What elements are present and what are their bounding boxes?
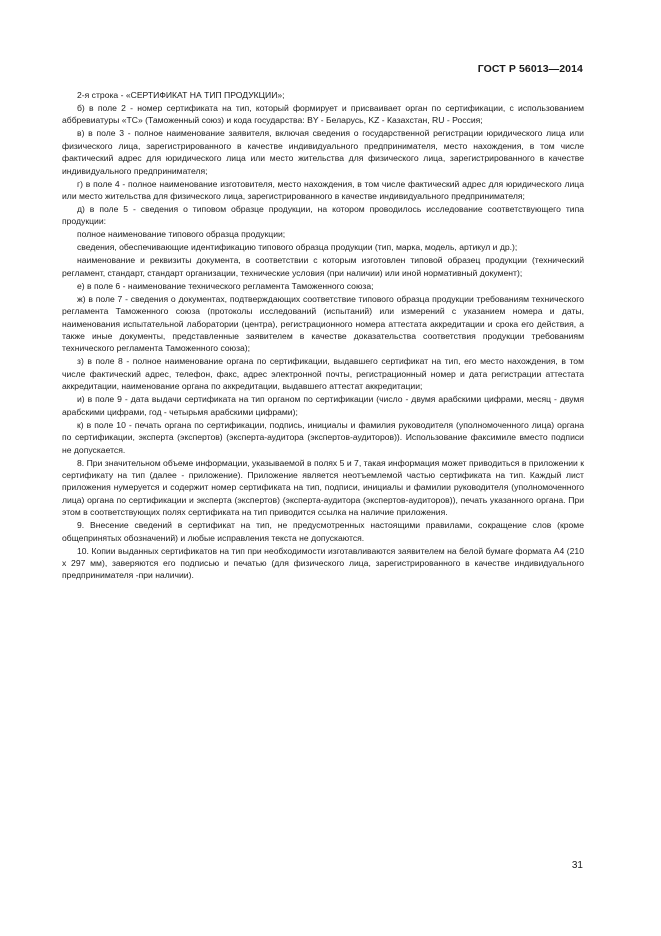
- paragraph: е) в поле 6 - наименование технического регламента Таможенного союза;: [77, 280, 374, 291]
- paragraph: д) в поле 5 - сведения о типовом образце продукции, на котором проводилось исследование соответствующего типа продукции:: [62, 204, 584, 227]
- paragraph: полное наименование типового образца продукции;: [77, 229, 286, 240]
- paragraph: в) в поле 3 - полное наименование заявителя, включая сведения о государственной регистрации юридического лица или физического лица, зарегистрированного в качестве индивидуального предпринимателя, место нахождения, в том числе фактический адрес для юридического лица или место жительства для физического лица, зарегистрированного в качестве индивидуального предпринимателя;: [62, 128, 584, 176]
- paragraph: 10. Копии выданных сертификатов на тип при необходимости изготавливаются заявителем на белой бумаге формата А4 (210 х 297 мм), заверяются его подписью и печатью (для физического лица, зарегистрированного в качестве индивидуального предпринимателя -при наличии).: [62, 545, 584, 581]
- paragraph: ж) в поле 7 - сведения о документах, подтверждающих соответствие типового образца продукции требованиям технического регламента Таможенного союза (протоколы исследований (испытаний) или измерений с указанием номера и даты, наименования испытательной лаборатории (центра), регистрационного номера аттестата аккредитации и срока его действия, а также иные документы, представленные заявителем в качестве доказательства соответствия продукции требованиям технического регламента Таможенного союза);: [62, 293, 584, 354]
- paragraph: б) в поле 2 - номер сертификата на тип, который формирует и присваивает орган по сертификации, с использованием аббревиатуры «ТС» (Таможенный союз) и кода государства: BY - Беларусь, KZ - Казахстан, RU - Россия;: [62, 103, 584, 126]
- document-code-header: ГОСТ Р 56013—2014: [477, 63, 583, 75]
- paragraph: 8. При значительном объеме информации, указываемой в полях 5 и 7, такая информация может приводиться в приложении к сертификату на тип (далее - приложение). Приложение является неотъемлемой частью сертификата на тип. Каждый лист приложения нумеруется и содержит номер сертификата на тип, подписи, инициалы и фамилии руководителя (уполномоченного лица) органа по сертификации и эксперта (экспертов) (эксперта-аудитора (экспертов-аудиторов)), печать указанного органа. При этом в соответствующих полях сертификата на тип приводится ссылка на наличие приложения.: [62, 457, 584, 518]
- paragraph: наименование и реквизиты документа, в соответствии с которым изготовлен типовой образец продукции (технический регламент, стандарт, стандарт организации, технические условия (при наличии) или иной нормативный документ);: [62, 255, 584, 278]
- page-number: 31: [571, 860, 583, 871]
- paragraph: 2-я строка - «СЕРТИФИКАТ НА ТИП ПРОДУКЦИИ»;: [77, 90, 285, 100]
- paragraph: г) в поле 4 - полное наименование изготовителя, место нахождения, в том числе фактический адрес для юридического лица или место жительства для физического лица, зарегистрированного в качестве индивидуального предпринимателя;: [62, 178, 584, 202]
- paragraph: 9. Внесение сведений в сертификат на тип, не предусмотренных настоящими правилами, сокращение слов (кроме общепринятых обозначений) и любые исправления текста не допускаются.: [62, 520, 584, 543]
- paragraph: сведения, обеспечивающие идентификацию типового образца продукции (тип, марка, модель, артикул и др.);: [77, 242, 518, 253]
- paragraph: к) в поле 10 - печать органа по сертификации, подпись, инициалы и фамилия руководителя (уполномоченного лица) органа по сертификации, эксперта (экспертов) (эксперта-аудитора (экспертов-аудиторов)). Использование факсимиле вместо подписи не допускается.: [62, 419, 584, 455]
- paragraph: и) в поле 9 - дата выдачи сертификата на тип органом по сертификации (число - двумя арабскими цифрами, месяц - двумя арабскими цифрами, год - четырьмя арабскими цифрами);: [62, 394, 584, 417]
- paragraph: з) в поле 8 - полное наименование органа по сертификации, выдавшего сертификат на тип, его место нахождения, в том числе фактический адрес, телефон, факс, адрес электронной почты, регистрационный номер и дата регистрации аттестата аккредитации, наименование органа по аккредитации, выдавшего аттестат аккредитации;: [62, 356, 584, 392]
- document-body: [62, 89, 584, 582]
